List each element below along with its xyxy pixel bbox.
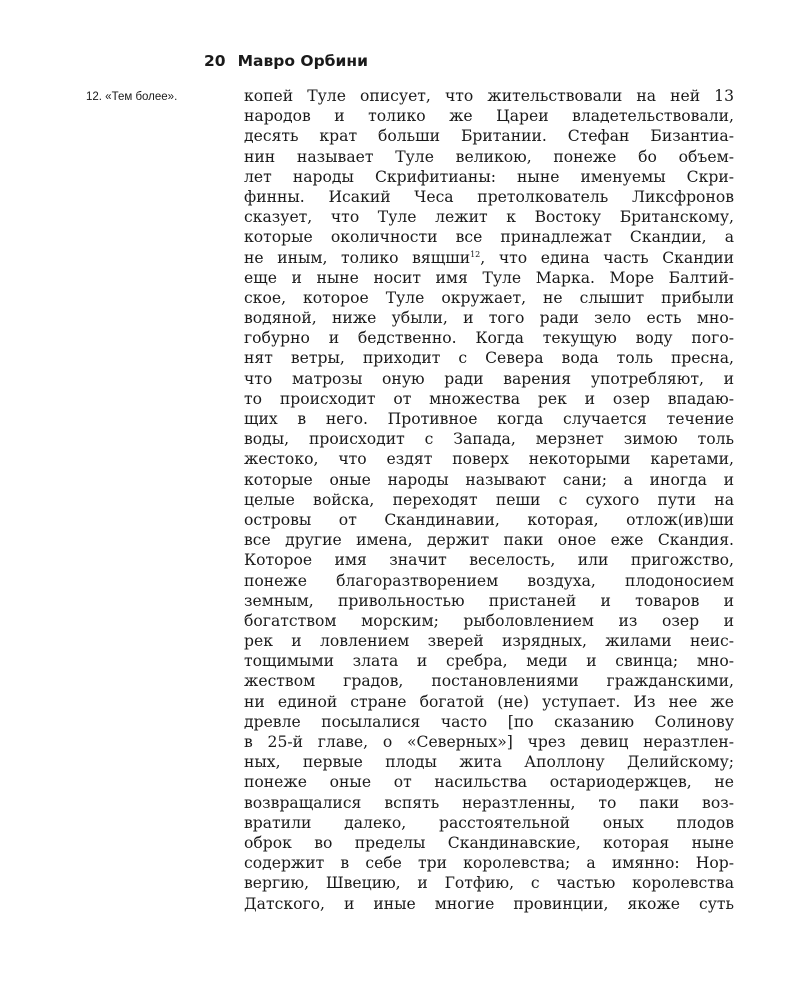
text-line: целые войска, переходят пеши с сухого пути на <box>244 490 734 509</box>
text-line: оброк во пределы Скандинавские, которая ныне <box>244 833 734 852</box>
text-line: тощимыми злата и сребра, меди и свинца; мно- <box>244 652 734 671</box>
text-line: ни единой стране богатой (не) уступает. Из нее же <box>244 692 734 711</box>
text-line: земным, привольностью пристаней и товаров и <box>244 591 734 610</box>
text-line: гобурно и бедственно. Когда текущую воду пого- <box>244 329 734 348</box>
text-line: понеже благоразтворением воздуха, плодоносием <box>244 571 734 590</box>
text-line <box>244 248 734 268</box>
text-segment: не иным, толико вящши <box>244 248 471 267</box>
text-line: которые оные народы называют сани; а иногда и <box>244 470 734 489</box>
text-line: сказует, что Туле лежит к Востоку Британскому, <box>244 208 734 227</box>
text-line: Которое имя значит веселость, или пригожство, <box>244 551 734 570</box>
text-line: богатством морским; рыболовлением из озер и <box>244 611 734 630</box>
text-line: в 25-й главе, о «Северных»] чрез девиц неразтлен- <box>244 733 734 751</box>
text-line: нин называет Туле великою, понеже бо объем- <box>244 147 734 166</box>
text-line: нят ветры, приходит с Севера вода толь пресна, <box>244 349 734 368</box>
text-line: содержит в себе три королевства; а имянно: Нор- <box>244 854 734 873</box>
page-number: 20 <box>204 52 226 70</box>
text-line: воды, происходит с Запада, мерзнет зимою толь <box>244 430 734 449</box>
running-head-title: Мавро Орбини <box>237 52 368 70</box>
text-line: Датского, и иные многие провинции, якоже суть <box>244 894 734 913</box>
text-line: вергию, Швецию, и Готфию, с частью королевства <box>244 874 734 893</box>
text-line: островы от Скандинавии, которая, отлож(ив)ши <box>244 510 734 529</box>
text-line: жестоко, что ездят поверх некоторыми каретами, <box>244 450 734 469</box>
text-line: щих в него. Противное когда случается течение <box>244 410 734 428</box>
text-line: то происходит от множества рек и озер впадаю- <box>244 389 734 408</box>
text-line: что матрозы оную ради варения употребляют, и <box>244 369 734 388</box>
text-line: ское, которое Туле окружает, не слышит прибыли <box>244 288 734 307</box>
text-line: вратили далеко, расстоятельной оных плодов <box>244 813 734 832</box>
text-line: возвращалися вспять неразтленны, то паки воз- <box>244 793 734 812</box>
text-line: которые околичности все принадлежат Скандии, а <box>244 228 734 247</box>
text-segment: , что едина часть Скандии <box>480 248 734 267</box>
text-line: еще и ныне носит имя Туле Марка. Море Балтий- <box>244 268 734 287</box>
text-line: водяной, ниже убыли, и того ради зело есть мно- <box>244 309 734 328</box>
text-line: жеством градов, постановлениями гражданскими, <box>244 672 734 691</box>
body-text <box>244 86 734 914</box>
text-line: древле посылалися часто [по сказанию Солинову <box>244 712 734 731</box>
text-line: финны. Исакий Чеса претолкователь Ликсфронов <box>244 187 734 206</box>
text-line: десять крат больши Британии. Стефан Бизантиа- <box>244 127 734 146</box>
text-line: понеже оные от насильства остариодержцев, не <box>244 773 734 792</box>
running-head <box>204 52 368 70</box>
text-line: все другие имена, держит паки оное еже Скандия. <box>244 531 734 550</box>
text-line: лет народы Скрифитианы: ныне именуемы Скри- <box>244 167 734 186</box>
text-line: рек и ловлением зверей изрядных, жилами неис- <box>244 632 734 651</box>
text-line: копей Туле описует, что жительствовали на ней 13 <box>244 87 734 105</box>
text-line: народов и толико же Цареи владетельствовали, <box>244 107 734 126</box>
text-line: ных, первые плоды жита Аполлону Делийскому; <box>244 753 734 772</box>
margin-footnote: 12. «Тем более». <box>86 91 178 103</box>
footnote-marker: 12 <box>470 249 481 259</box>
